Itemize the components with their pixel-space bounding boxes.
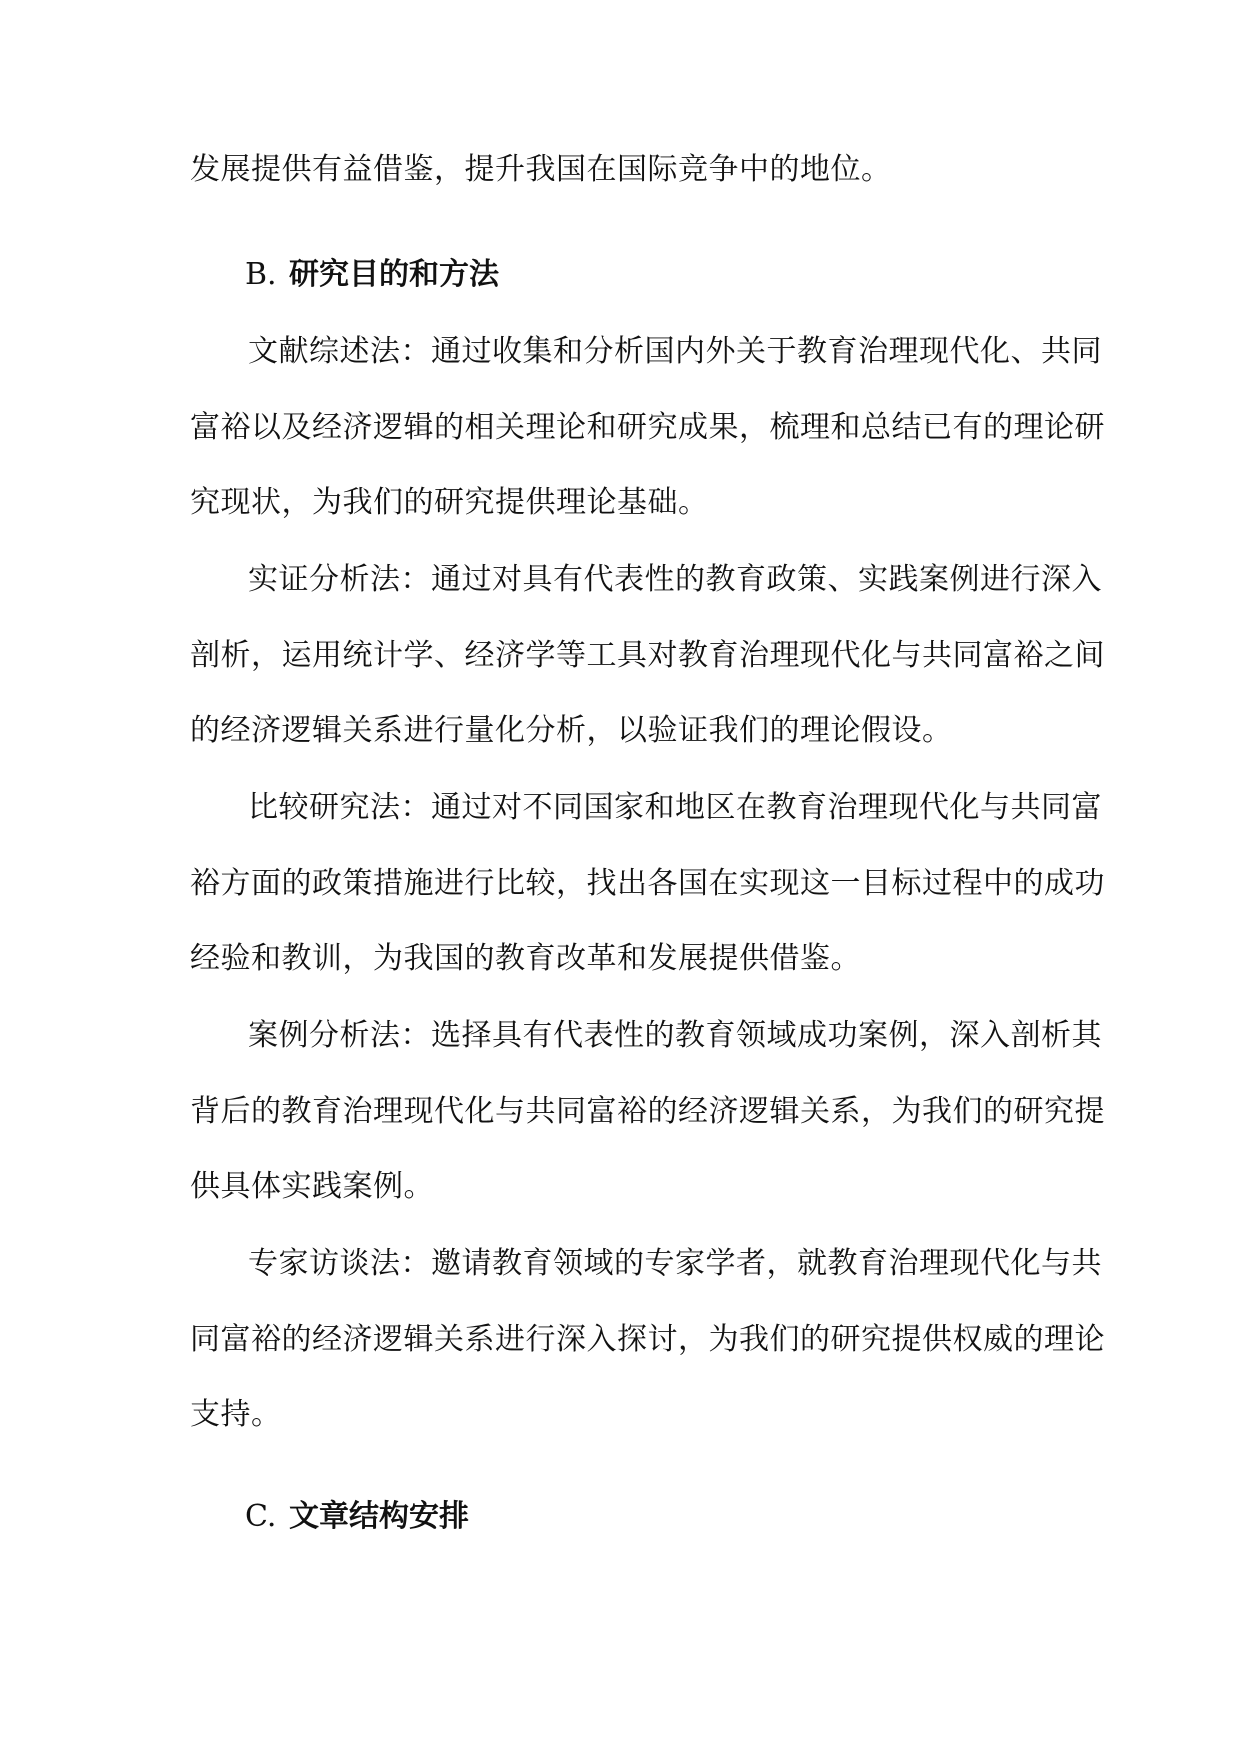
paragraph-line: 专家访谈法：邀请教育领域的专家学者，就教育治理现代化与共 (248, 1246, 1102, 1281)
section-c-heading (245, 1497, 469, 1537)
section-b-heading (245, 255, 499, 295)
paragraph-line: 支持。 (190, 1397, 282, 1432)
paragraph-line: 究现状，为我们的研究提供理论基础。 (190, 485, 709, 520)
paragraph-line: 供具体实践案例。 (190, 1169, 434, 1204)
paragraph-line: 同富裕的经济逻辑关系进行深入探讨，为我们的研究提供权威的理论 (190, 1322, 1105, 1357)
section-c-label: C. (245, 1499, 277, 1534)
paragraph-line: 比较研究法：通过对不同国家和地区在教育治理现代化与共同富 (248, 790, 1102, 825)
paragraph-line: 背后的教育治理现代化与共同富裕的经济逻辑关系，为我们的研究提 (190, 1094, 1105, 1129)
paragraph-line: 文献综述法：通过收集和分析国内外关于教育治理现代化、共同 (248, 334, 1102, 369)
section-b-title: 研究目的和方法 (289, 257, 499, 292)
paragraph-line: 剖析，运用统计学、经济学等工具对教育治理现代化与共同富裕之间 (190, 638, 1105, 673)
section-b-label: B. (245, 257, 277, 292)
paragraph-line: 的经济逻辑关系进行量化分析，以验证我们的理论假设。 (190, 713, 953, 748)
paragraph-line: 实证分析法：通过对具有代表性的教育政策、实践案例进行深入 (248, 562, 1102, 597)
paragraph-line: 案例分析法：选择具有代表性的教育领域成功案例，深入剖析其 (248, 1018, 1102, 1053)
intro-tail-line: 发展提供有益借鉴，提升我国在国际竞争中的地位。 (190, 152, 892, 187)
paragraph-line: 经验和教训，为我国的教育改革和发展提供借鉴。 (190, 941, 861, 976)
paragraph-line: 富裕以及经济逻辑的相关理论和研究成果，梳理和总结已有的理论研 (190, 410, 1105, 445)
section-c-title: 文章结构安排 (289, 1499, 469, 1534)
paragraph-line: 裕方面的政策措施进行比较，找出各国在实现这一目标过程中的成功 (190, 866, 1105, 901)
